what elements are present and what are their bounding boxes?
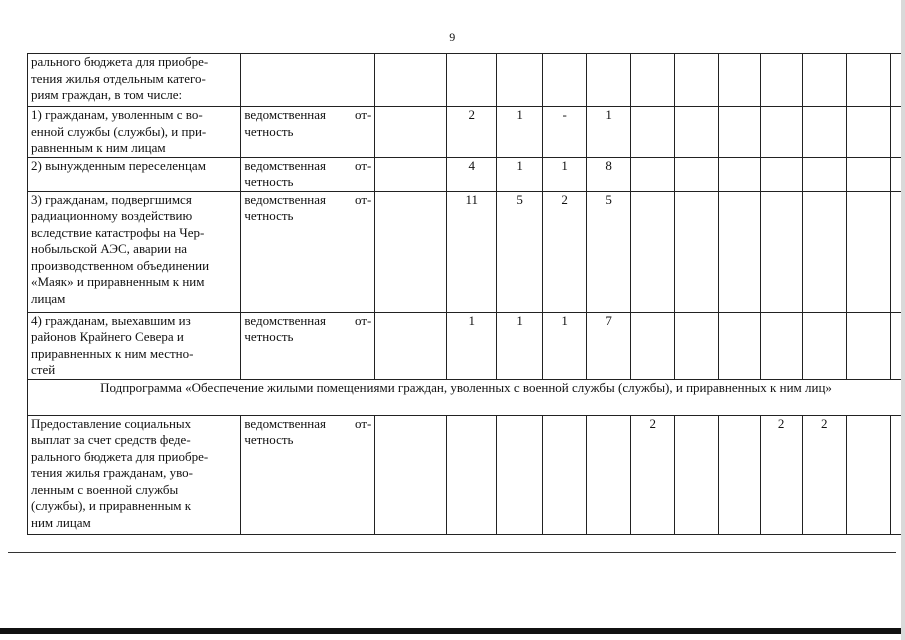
value-cell: - [543, 107, 587, 158]
value-cell [760, 54, 802, 107]
indicator-name-cell [28, 312, 241, 379]
value-cell [675, 191, 719, 312]
indicator-name-line: лицам [31, 290, 66, 306]
value-cell [718, 54, 760, 107]
indicator-name-line: 2) вынужденным переселенцам [31, 157, 206, 173]
data-source-line: четность [244, 329, 294, 344]
indicator-name-line: риям граждан, в том числе: [31, 87, 183, 102]
value-cell: 2 [760, 415, 802, 534]
value-cell [760, 157, 802, 191]
indicator-name-line: производственном объединении [31, 257, 210, 273]
page-number: 9 [449, 30, 456, 44]
indicator-name-line: выплат за счет средств феде- [31, 432, 191, 447]
indicator-name-cell [28, 191, 241, 312]
value-cell [631, 157, 675, 191]
data-source-cell [241, 312, 375, 379]
indicator-name-cell [28, 157, 241, 191]
table-row [28, 312, 905, 379]
value-cell [543, 54, 587, 107]
value-cell [375, 107, 447, 158]
value-cell [497, 54, 543, 107]
indicator-name-line: равненным к ним лицам [31, 140, 166, 155]
indicator-name-line: ленным с военной службы [31, 481, 179, 497]
table-row [28, 107, 905, 158]
indicator-name-cell [28, 54, 241, 107]
value-cell [802, 54, 846, 107]
table-row [28, 191, 905, 312]
value-cell [587, 415, 631, 534]
indicator-name-line: ним лицам [31, 514, 91, 530]
value-cell [846, 54, 891, 107]
indicator-name-line: вследствие катастрофы на Чер- [31, 224, 205, 240]
indicator-name-line: рального бюджета для приобре- [31, 448, 209, 464]
indicator-name-line: приравненных к ним местно- [31, 345, 194, 361]
value-cell: 5 [587, 191, 631, 312]
indicator-table [27, 53, 905, 535]
data-source-line: ведомственная от- [244, 191, 372, 207]
table-row [28, 54, 905, 107]
value-cell [631, 54, 675, 107]
value-cell [718, 157, 760, 191]
value-cell [447, 415, 497, 534]
value-cell [631, 107, 675, 158]
data-source-line: четность [244, 208, 294, 223]
value-cell [718, 107, 760, 158]
table-body [28, 54, 905, 535]
value-cell [846, 157, 891, 191]
value-cell [375, 191, 447, 312]
value-cell [497, 415, 543, 534]
value-cell [375, 54, 447, 107]
indicator-name-line: «Маяк» и приравненным к ним [31, 274, 205, 289]
indicator-name-line: 4) гражданам, выехавшим из [31, 312, 191, 328]
value-cell: 7 [587, 312, 631, 379]
value-cell [760, 107, 802, 158]
scan-edge-right [901, 0, 905, 640]
value-cell [802, 107, 846, 158]
value-cell: 1 [543, 312, 587, 379]
value-cell: 1 [497, 107, 543, 158]
indicator-name-line: стей [31, 362, 56, 377]
value-cell: 1 [543, 157, 587, 191]
value-cell [543, 415, 587, 534]
value-cell: 8 [587, 157, 631, 191]
data-source-line: четность [244, 432, 294, 447]
indicator-name-line: 1) гражданам, уволенным с во- [31, 107, 203, 122]
value-cell [760, 191, 802, 312]
indicator-name-line: енной службы (службы), и при- [31, 123, 207, 139]
value-cell [375, 415, 447, 534]
indicator-name-cell [28, 107, 241, 158]
scan-edge-bar [0, 628, 905, 634]
data-source-cell [241, 415, 375, 534]
data-source-line: четность [244, 123, 294, 139]
data-source-cell [241, 191, 375, 312]
value-cell: 2 [802, 415, 846, 534]
value-cell [846, 191, 891, 312]
value-cell: 1 [497, 312, 543, 379]
data-source-cell [241, 107, 375, 158]
value-cell: 1 [497, 157, 543, 191]
value-cell: 1 [587, 107, 631, 158]
indicator-name-line: Предоставление социальных [31, 415, 192, 431]
value-cell: 2 [447, 107, 497, 158]
value-cell [631, 191, 675, 312]
value-cell [587, 54, 631, 107]
value-cell: 2 [631, 415, 675, 534]
value-cell: 2 [543, 191, 587, 312]
data-source-line: четность [244, 174, 294, 189]
value-cell: 1 [447, 312, 497, 379]
data-source-cell [241, 157, 375, 191]
value-cell [718, 312, 760, 379]
value-cell [802, 157, 846, 191]
value-cell [375, 157, 447, 191]
value-cell: 11 [447, 191, 497, 312]
indicator-name-line: радиационному воздействию [31, 208, 193, 223]
value-cell [675, 107, 719, 158]
indicator-name-line: тения жилья гражданам, уво- [31, 465, 193, 480]
indicator-name-cell [28, 415, 241, 534]
data-source-line: ведомственная от- [244, 157, 372, 173]
value-cell [675, 312, 719, 379]
indicator-name-line: 3) гражданам, подвергшимся [31, 191, 192, 207]
subprogram-title: Подпрограмма «Обеспечение жилыми помещениями граждан, уволенных с военной службы (службы), и приравненных к ним лиц» [28, 379, 905, 415]
value-cell [631, 312, 675, 379]
value-cell [846, 107, 891, 158]
indicator-name-line: (службы), и приравненным к [31, 498, 192, 513]
value-cell [846, 312, 891, 379]
value-cell [760, 312, 802, 379]
subprogram-row [28, 379, 905, 415]
value-cell: 4 [447, 157, 497, 191]
value-cell [718, 191, 760, 312]
value-cell [375, 312, 447, 379]
indicator-name-line: районов Крайнего Севера и [31, 329, 184, 344]
value-cell [718, 415, 760, 534]
table-row [28, 415, 905, 534]
data-source-line: ведомственная от- [244, 312, 372, 328]
value-cell [802, 191, 846, 312]
data-source-line: ведомственная от- [244, 415, 372, 431]
data-source-cell [241, 54, 375, 107]
value-cell [675, 415, 719, 534]
indicator-name-line: тения жилья отдельным катего- [31, 70, 206, 86]
value-cell [846, 415, 891, 534]
page-divider [8, 552, 896, 553]
indicator-name-line: рального бюджета для приобре- [31, 54, 209, 69]
value-cell [447, 54, 497, 107]
indicator-name-line: нобыльской АЭС, аварии на [31, 241, 188, 256]
value-cell: 5 [497, 191, 543, 312]
value-cell [802, 312, 846, 379]
value-cell [675, 54, 719, 107]
value-cell [675, 157, 719, 191]
data-source-line: ведомственная от- [244, 107, 372, 122]
table-row [28, 157, 905, 191]
